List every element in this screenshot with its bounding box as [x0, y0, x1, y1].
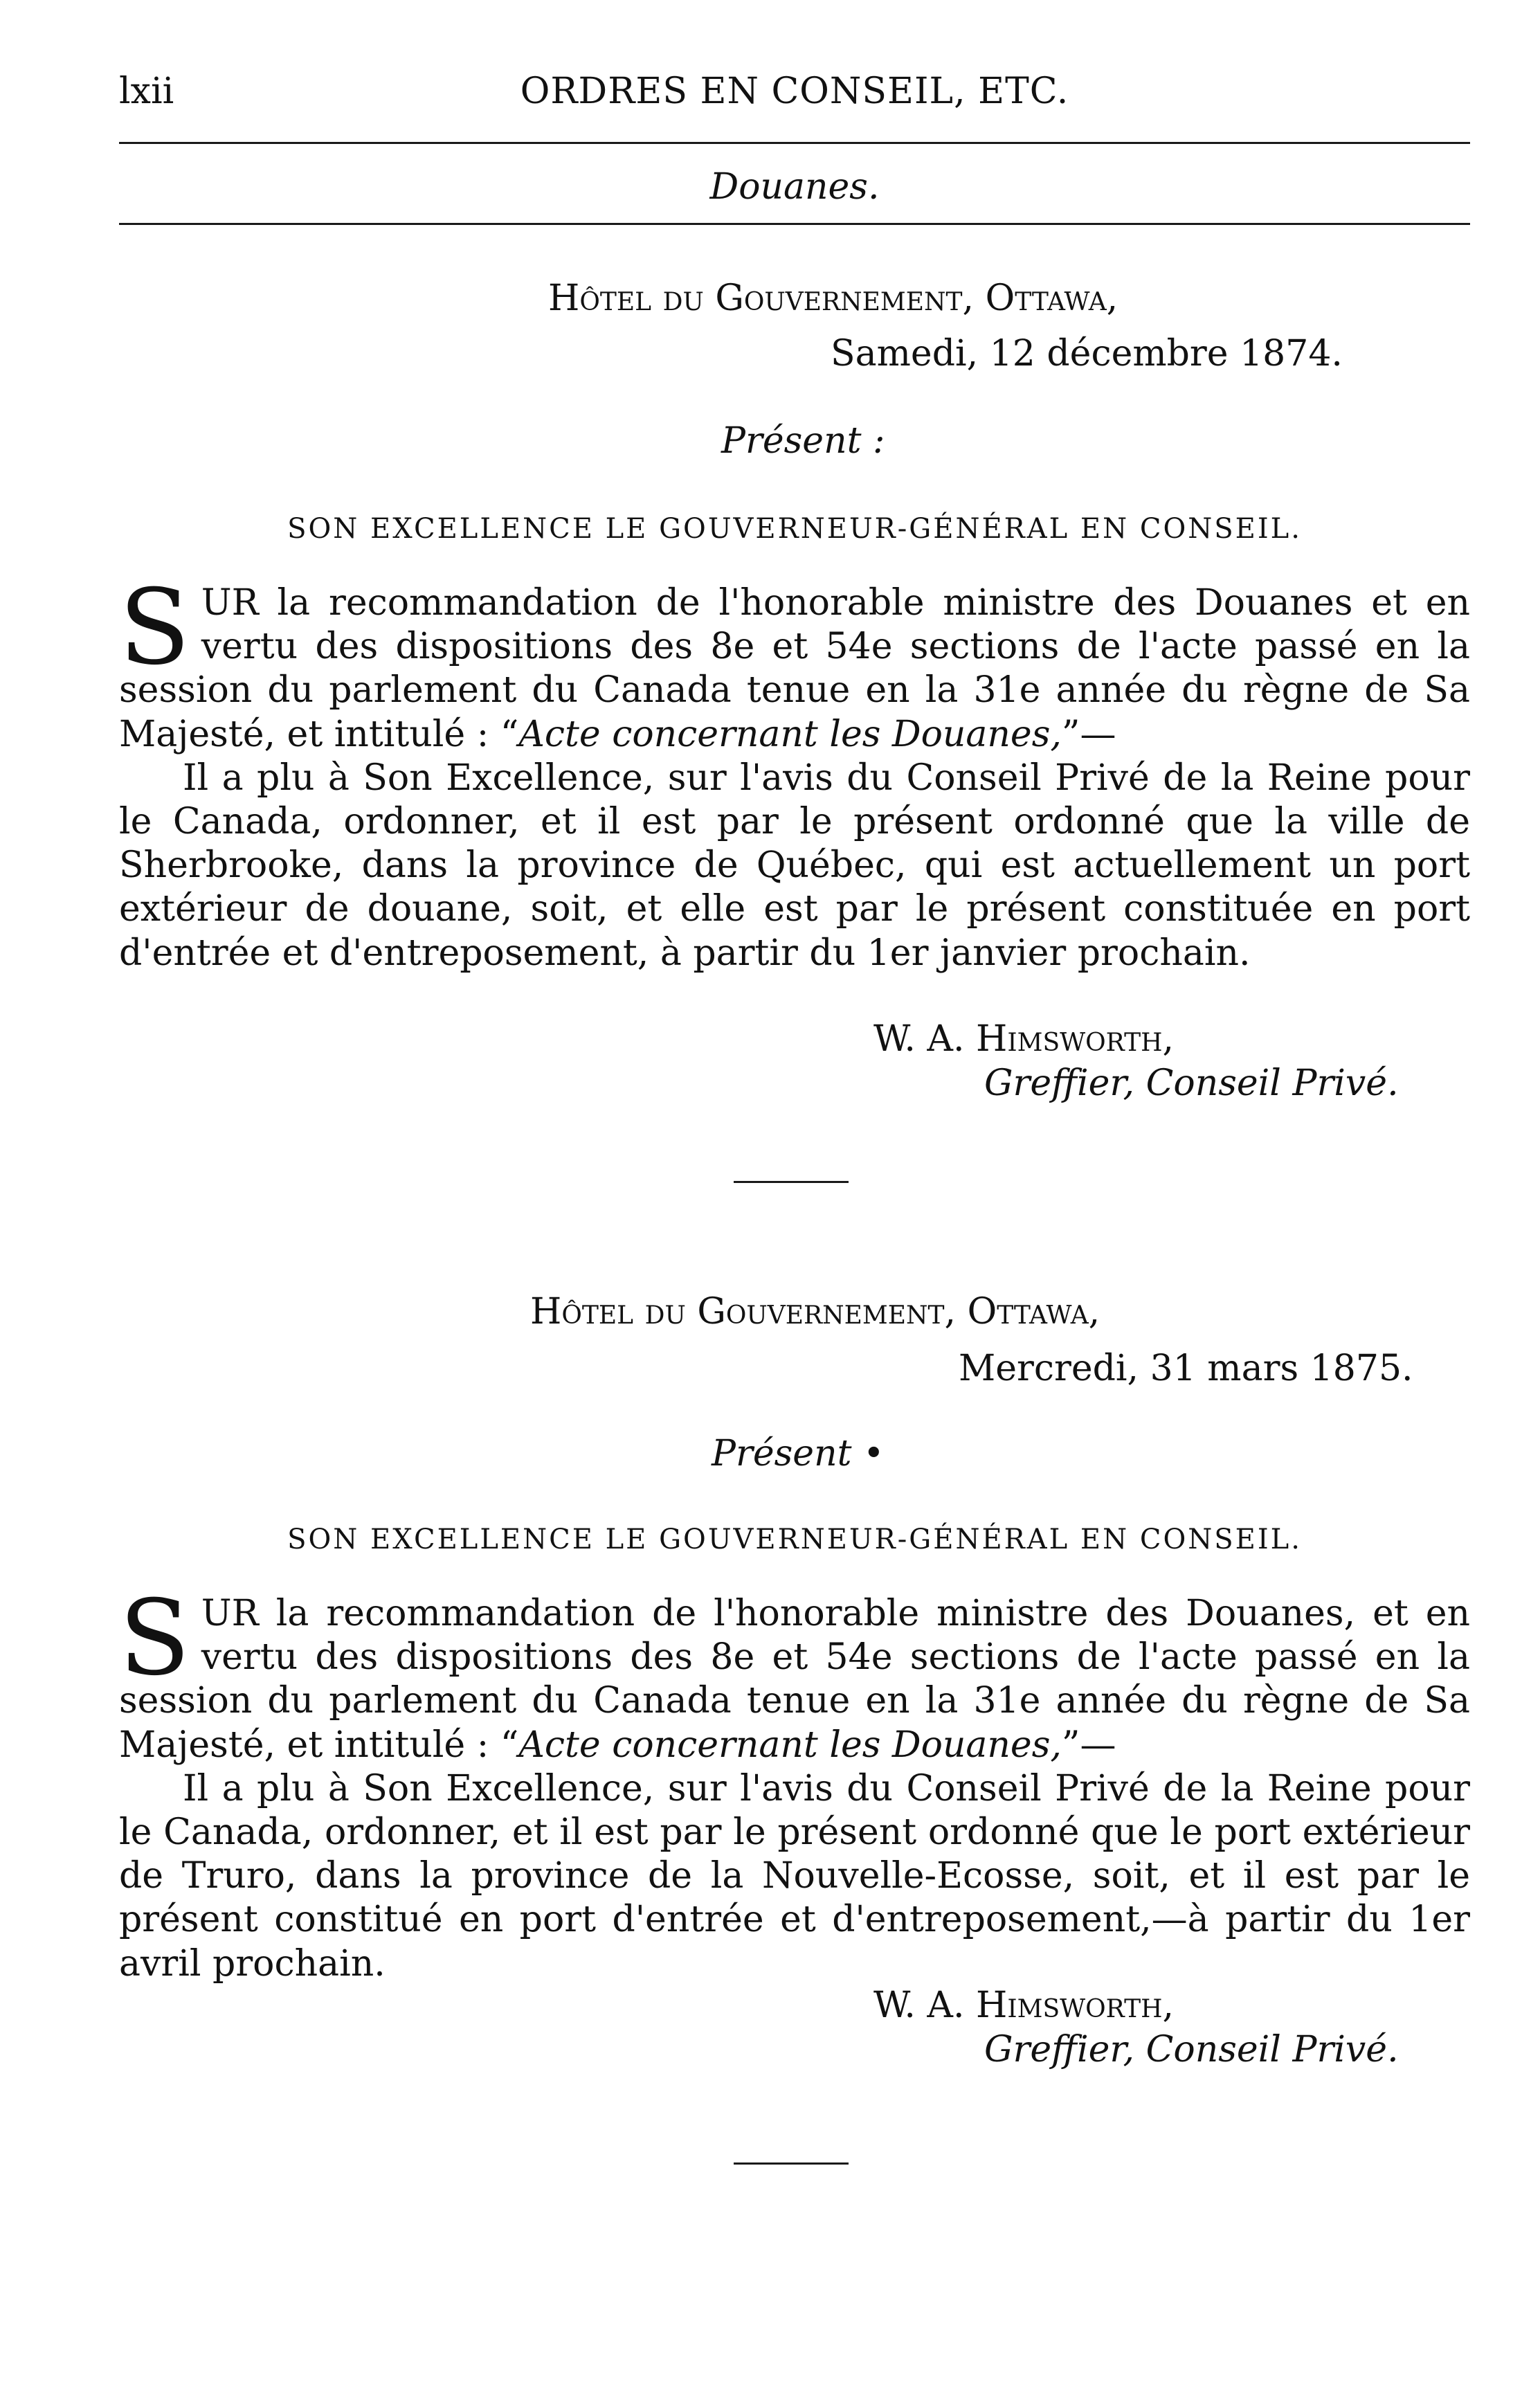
order-2-para1-tail: ”— [1061, 1724, 1116, 1766]
section-rule [119, 223, 1470, 225]
order-2-council: SON EXCELLENCE LE GOUVERNEUR-GÉNÉRAL EN CONSEIL. [287, 1524, 1302, 1555]
header-rule [119, 142, 1470, 144]
order-1-signature-title: Greffier, Conseil Privé. [984, 1063, 1399, 1104]
running-title: ORDRES EN CONSEIL, ETC. [520, 71, 1069, 112]
order-1-para1-tail: ”— [1061, 713, 1116, 755]
order-1-paragraph-1 [119, 568, 1470, 757]
order-1-place: Hôtel du Gouvernement, Ottawa, [548, 278, 1118, 319]
closing-rule [734, 2162, 849, 2165]
order-2-body [119, 1578, 1470, 1986]
order-separator [734, 1181, 849, 1183]
order-1-present: Présent : [721, 420, 885, 462]
order-1-body [119, 568, 1470, 975]
order-2-present: Présent • [712, 1433, 885, 1474]
order-2-act-title: Acte concernant les Douanes, [518, 1724, 1062, 1766]
order-1-paragraph-2: Il a plu à Son Excellence, sur l'avis du Conseil Privé de la Reine pour le Canada, ordonner, et il est par le présent ordonné que la ville de Sherbrooke, dans la province de Québec, qui est actuellement un port extérieur de douane, soit, et elle est par le présent constituée en port d'entrée et d'entreposement, à partir du 1er janvier prochain. [119, 757, 1470, 974]
order-2-dropcap: S [119, 1578, 190, 1699]
order-2-signature-name: W. A. Himsworth, [873, 1985, 1175, 2026]
order-2-paragraph-1 [119, 1578, 1470, 1767]
order-1-signature-name: W. A. Himsworth, [873, 1018, 1175, 1060]
order-2-place: Hôtel du Gouvernement, Ottawa, [530, 1291, 1100, 1333]
order-1-para1-lead: UR la recommandation de l'honorable ministre des Douanes et en vertu des dispositions des 8e et 54e sections de l'acte passé en la session du parlement du Canada tenue en la 31e année du règne de Sa Majesté, et intitulé : “ [119, 582, 1470, 755]
order-2-paragraph-2: Il a plu à Son Excellence, sur l'avis du Conseil Privé de la Reine pour le Canada, ordonner, et il est par le présent ordonné que le port extérieur de Truro, dans la province de la Nouvelle-Ecosse, soit, et il est par le présent constitué en port d'entrée et d'entreposement,—à partir du 1er avril prochain. [119, 1767, 1470, 1985]
order-2-date: Mercredi, 31 mars 1875. [959, 1348, 1413, 1389]
page-folio: lxii [119, 71, 174, 112]
order-1-council: SON EXCELLENCE LE GOUVERNEUR-GÉNÉRAL EN CONSEIL. [287, 513, 1302, 545]
order-2-para1-lead: UR la recommandation de l'honorable ministre des Douanes, et en vertu des dispositions des 8e et 54e sections de l'acte passé en la session du parlement du Canada tenue en la 31e année du règne de Sa Majesté, et intitulé : “ [119, 1593, 1470, 1766]
order-1-dropcap: S [119, 568, 190, 688]
order-2-signature-title: Greffier, Conseil Privé. [984, 2029, 1399, 2070]
order-1-date: Samedi, 12 décembre 1874. [831, 333, 1343, 374]
section-title: Douanes. [709, 166, 880, 208]
running-header [119, 64, 1470, 119]
order-1-act-title: Acte concernant les Douanes, [518, 713, 1062, 755]
